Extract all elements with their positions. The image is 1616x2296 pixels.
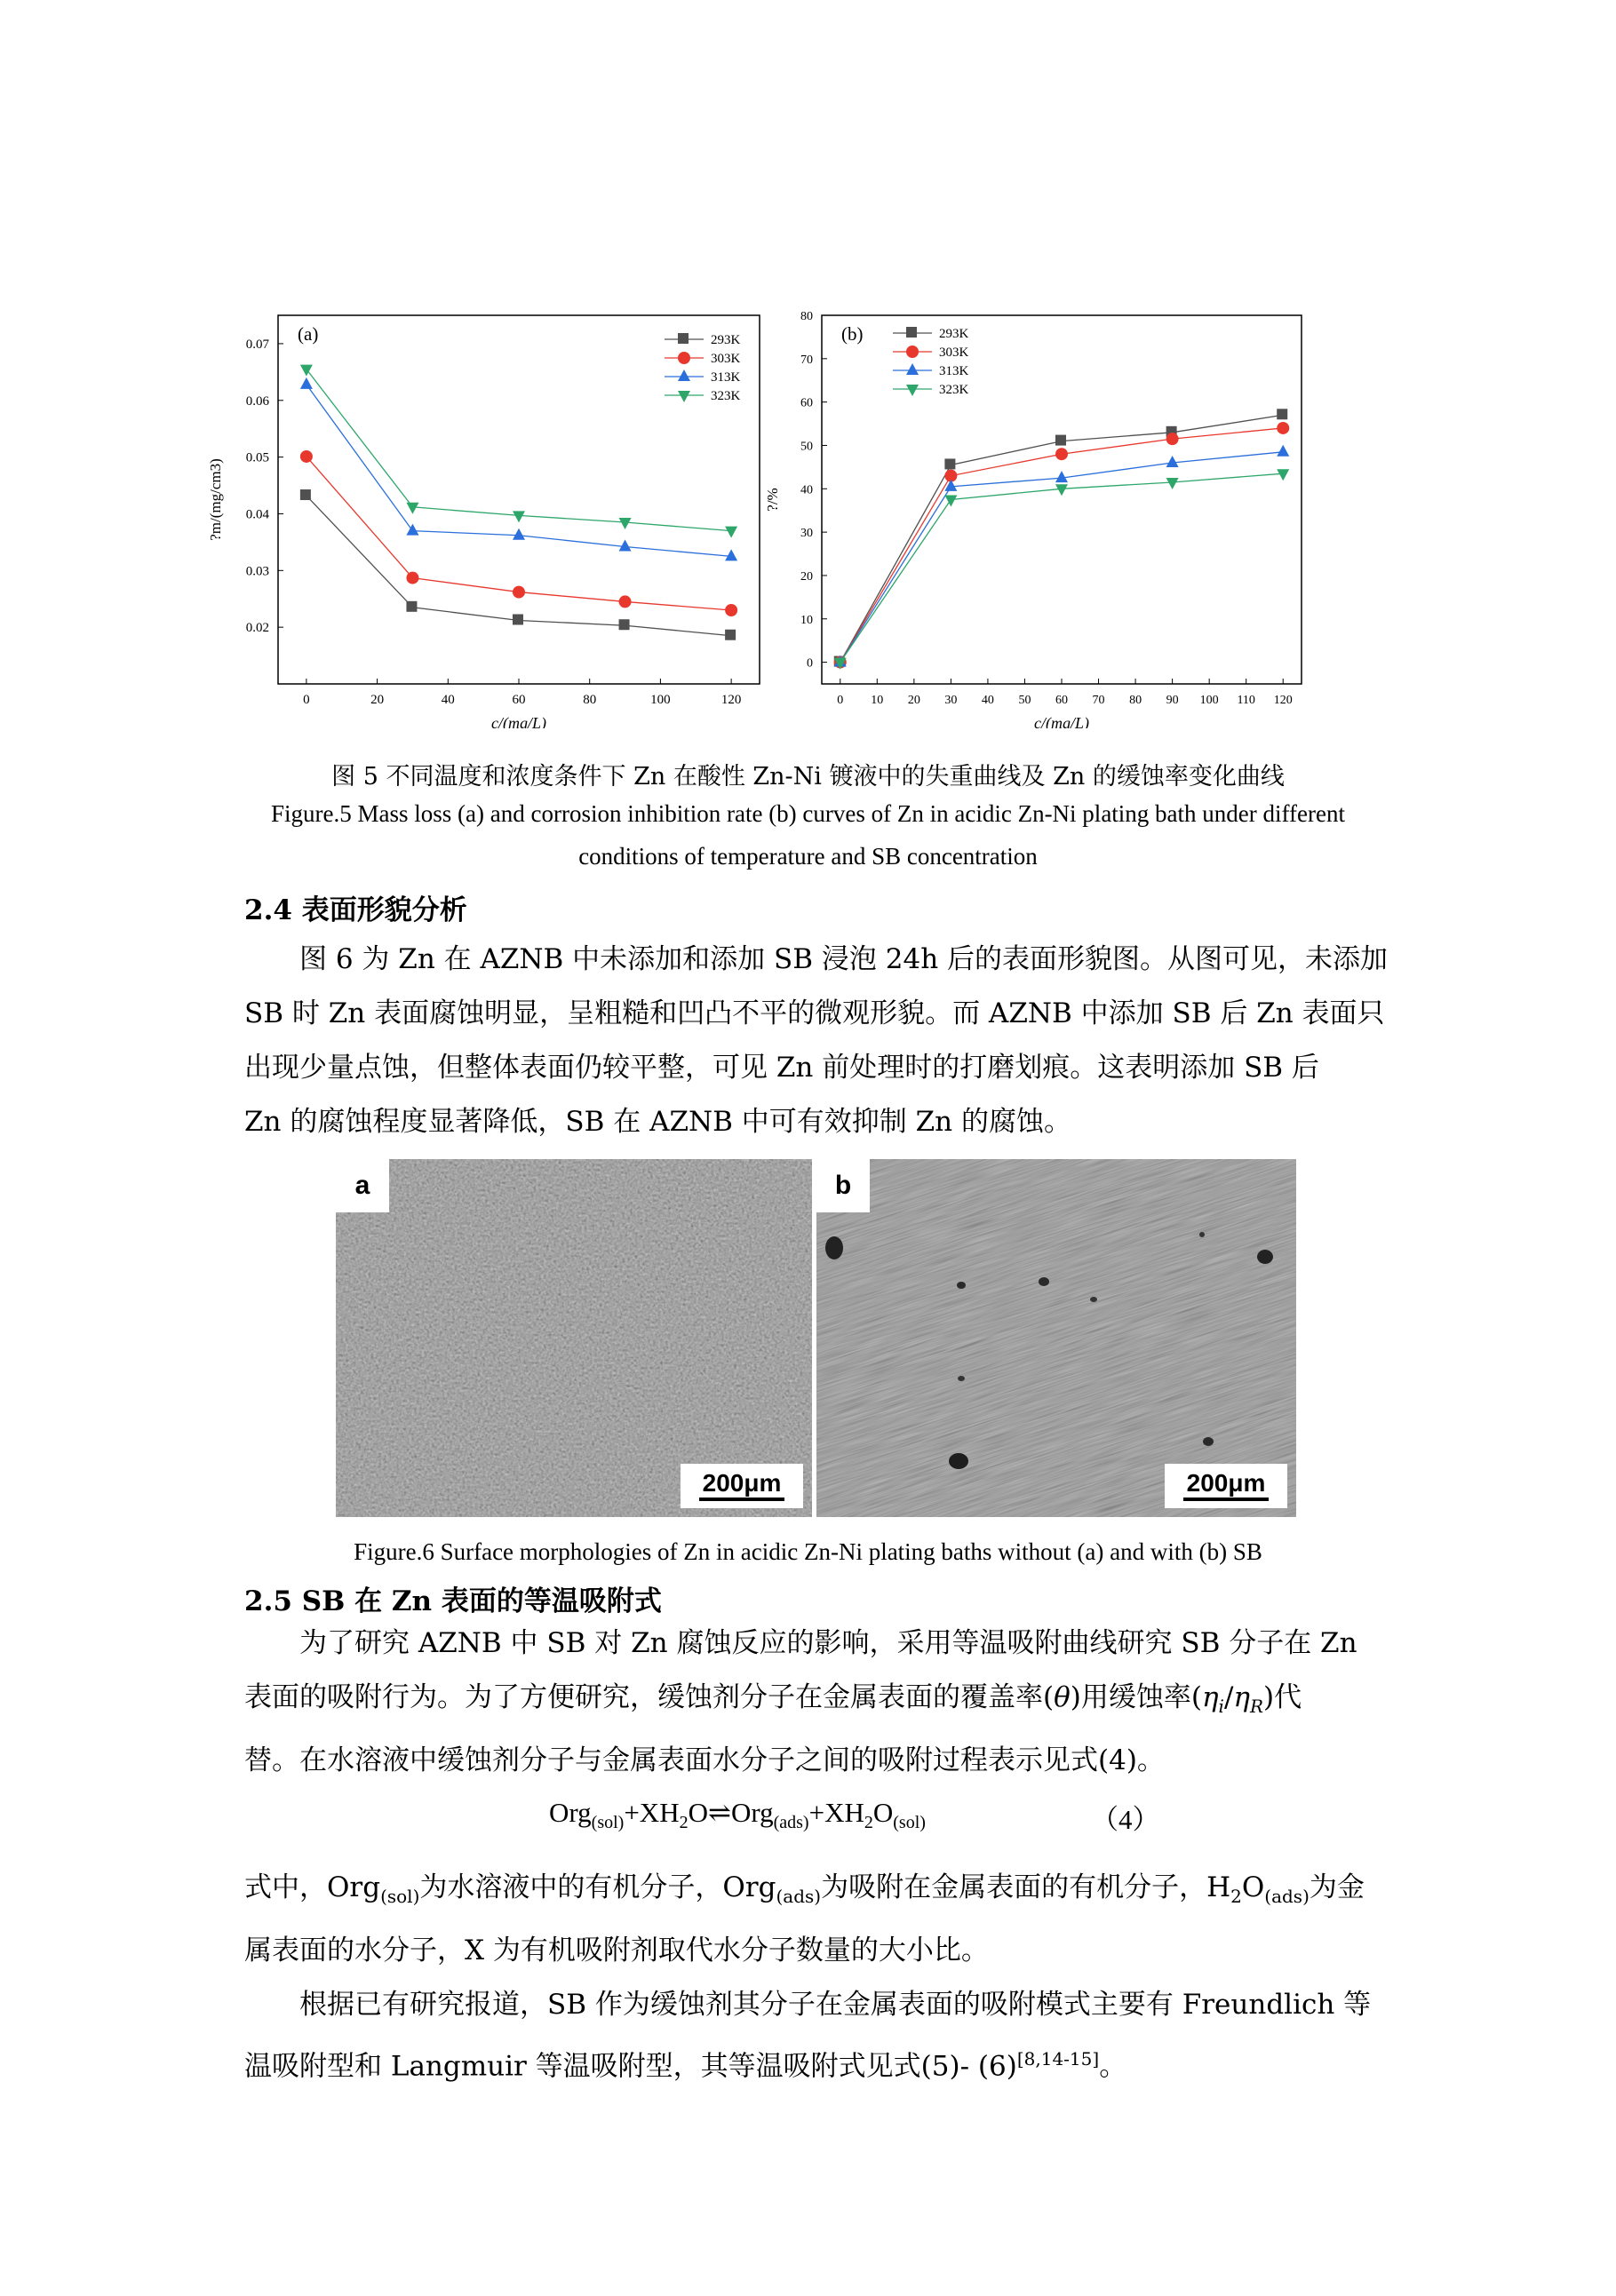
panel-label: (b)	[841, 323, 864, 345]
data-point	[944, 458, 955, 469]
section-2-4-paragraph	[244, 933, 1389, 1149]
x-tick-label: 90	[1166, 694, 1179, 707]
equation-4-number: （4）	[1091, 1804, 1160, 1835]
x-axis-label: c/(mg/L)	[1034, 714, 1089, 728]
data-point	[1277, 409, 1287, 419]
y-tick-label: 40	[800, 483, 813, 497]
legend-label: 293K	[711, 333, 741, 347]
data-point	[1055, 448, 1068, 460]
series-line	[306, 369, 731, 531]
data-point	[619, 619, 630, 630]
scale-bar-b	[1165, 1464, 1287, 1508]
data-point	[1277, 445, 1289, 457]
y-tick-label: 80	[800, 311, 813, 323]
data-point	[619, 539, 632, 551]
scale-text-b: 200μm	[1186, 1469, 1266, 1497]
paragraph-line: 属表面的水分子，X 为有机吸附剂取代水分子数量的大小比。	[244, 1935, 989, 1967]
sem-label-b: b	[816, 1159, 870, 1212]
data-point	[513, 614, 523, 624]
section-2-4-heading: 2.4 表面形貌分析	[244, 894, 467, 926]
series-line	[840, 428, 1283, 663]
data-point	[1166, 456, 1179, 467]
y-tick-label: 70	[800, 353, 813, 367]
data-point	[300, 489, 311, 500]
x-tick-label: 100	[650, 693, 671, 707]
series-line	[840, 452, 1283, 663]
figure5-panel-b	[760, 311, 1319, 728]
paragraph-line: 表面的吸附行为。为了方便研究，缓蚀剂分子在金属表面的覆盖率(θ)用缓蚀率$(\eta_i/\eta_R)$代	[244, 1681, 1302, 1718]
y-tick-label: 0.05	[245, 450, 269, 465]
sem-label-a: a	[336, 1159, 389, 1212]
data-point	[1055, 471, 1068, 482]
legend-label: 313K	[711, 370, 741, 385]
y-tick-label: 30	[800, 527, 813, 541]
y-tick-label: 10	[800, 613, 813, 627]
x-tick-label: 20	[370, 693, 385, 707]
data-point	[725, 549, 737, 560]
x-tick-label: 70	[1092, 694, 1105, 707]
data-point	[406, 601, 417, 612]
legend-marker	[678, 391, 690, 402]
data-point	[300, 377, 313, 389]
legend-label: 303K	[711, 352, 741, 366]
section-2-5-heading: 2.5 SB 在 Zn 表面的等温吸附式	[244, 1585, 662, 1617]
x-tick-label: 40	[441, 693, 455, 707]
section-2-5-paragraph-2	[244, 1861, 1373, 2094]
paragraph-line: SB 时 Zn 表面腐蚀明显，呈粗糙和凹凸不平的微观形貌。而 AZNB 中添加 SB 后 Zn 表面只	[244, 997, 1385, 1029]
inhibition-rate-chart	[760, 311, 1319, 728]
data-point	[725, 527, 737, 538]
legend-marker	[678, 333, 689, 344]
legend-marker	[906, 363, 919, 375]
paragraph-line: 替。在水溶液中缓蚀剂分子与金属表面水分子之间的吸附过程表示见式(4)。	[244, 1744, 1165, 1777]
paragraph-line: 为了研究 AZNB 中 SB 对 Zn 腐蚀反应的影响，采用等温吸附曲线研究 SB 分子在 Zn	[299, 1627, 1357, 1659]
legend-marker	[678, 352, 690, 364]
figure6-caption: Figure.6 Surface morphologies of Zn in acidic Zn-Ni plating baths without (a) and with (b) SB	[354, 1538, 1262, 1565]
x-tick-label: 110	[1237, 694, 1255, 707]
mass-loss-chart	[204, 311, 773, 728]
data-point	[725, 630, 736, 640]
y-tick-label: 0.07	[245, 337, 269, 352]
data-point	[513, 511, 525, 522]
legend-marker	[678, 369, 690, 381]
x-tick-label: 50	[1018, 694, 1031, 707]
data-point	[513, 528, 525, 540]
x-tick-label: 30	[944, 694, 958, 707]
y-tick-label: 0	[807, 656, 813, 671]
x-tick-label: 10	[871, 694, 884, 707]
sem-image-a	[336, 1159, 812, 1517]
data-point	[1277, 469, 1289, 481]
x-tick-label: 0	[303, 693, 310, 707]
legend-marker	[906, 327, 917, 338]
x-tick-label: 80	[1129, 694, 1142, 707]
legend-marker	[906, 346, 919, 358]
plot-frame	[278, 315, 760, 684]
data-point	[1277, 422, 1289, 434]
data-point	[1055, 484, 1068, 496]
figure5-panel-a	[204, 311, 773, 728]
x-tick-label: 0	[837, 694, 844, 707]
data-point	[1055, 435, 1066, 446]
y-tick-label: 0.04	[245, 507, 269, 522]
equation-4: $Org_{(sol)}+XH_2O\rightleftharpoons Org_{(ads)}+XH_2O_{(sol)}$	[549, 1797, 926, 1833]
data-point	[619, 595, 632, 608]
x-tick-label: 40	[981, 694, 994, 707]
figure5-caption-cn: 图 5 不同温度和浓度条件下 Zn 在酸性 Zn-Ni 镀液中的失重曲线及 Zn 的缓蚀率变化曲线	[331, 763, 1285, 790]
data-point	[1166, 478, 1179, 489]
paragraph-line: 图 6 为 Zn 在 AZNB 中未添加和添加 SB 浸泡 24h 后的表面形貌图。从图可见，未添加	[299, 943, 1389, 975]
scale-line-a	[699, 1498, 784, 1501]
y-tick-label: 0.06	[245, 393, 269, 409]
legend-marker	[906, 385, 919, 396]
x-tick-label: 120	[1273, 694, 1293, 707]
section-2-5-paragraph-1	[244, 1617, 1373, 1788]
x-tick-label: 20	[907, 694, 920, 707]
y-axis-label: ?/%	[764, 488, 781, 512]
x-axis-label: c/(mg/L)	[491, 714, 546, 728]
x-tick-label: 80	[583, 693, 597, 707]
x-tick-label: 120	[720, 693, 742, 707]
x-tick-label: 60	[1055, 694, 1068, 707]
y-tick-label: 0.02	[245, 621, 269, 636]
y-tick-label: 50	[800, 440, 813, 454]
data-point	[406, 503, 418, 514]
legend-label: 323K	[711, 389, 741, 403]
y-axis-label: ?m/(mg/cm3)	[207, 458, 224, 541]
scale-text-a: 200μm	[702, 1469, 782, 1497]
legend-label: 313K	[939, 364, 969, 378]
data-point	[944, 480, 957, 491]
legend-label: 293K	[939, 327, 969, 341]
legend-label: 323K	[939, 383, 969, 397]
data-point	[725, 604, 737, 616]
scale-bar-a	[681, 1464, 803, 1508]
paragraph-line: 出现少量点蚀，但整体表面仍较平整，可见 Zn 前处理时的打磨划痕。这表明添加 SB 后	[244, 1052, 1319, 1084]
sem-image-b	[816, 1159, 1296, 1517]
data-point	[619, 518, 632, 529]
paragraph-line: 温吸附型和 Langmuir 等温吸附型，其等温吸附式见式(5)- (6)[8,14-15]。	[244, 2048, 1127, 2083]
data-point	[406, 572, 418, 584]
x-tick-label: 60	[512, 693, 526, 707]
y-tick-label: 20	[800, 569, 813, 584]
paragraph-line: 式中，Org$_{(sol)}$为水溶液中的有机分子，Org$_{(ads)}$为吸附在金属表面的有机分子，$H_2O_{(ads)}$为金	[244, 1871, 1365, 1908]
scale-line-b	[1183, 1498, 1269, 1501]
figure5-caption-en-1: Figure.5 Mass loss (a) and corrosion inhibition rate (b) curves of Zn in acidic Zn-Ni plating bath under different	[271, 800, 1345, 827]
y-tick-label: 0.03	[245, 564, 269, 579]
data-point	[513, 586, 525, 599]
y-tick-label: 60	[800, 396, 813, 410]
x-tick-label: 100	[1199, 694, 1219, 707]
series-line	[840, 473, 1283, 662]
panel-label: (a)	[298, 323, 319, 345]
data-point	[300, 450, 313, 463]
legend-label: 303K	[939, 346, 969, 360]
paragraph-line: 根据已有研究报道，SB 作为缓蚀剂其分子在金属表面的吸附模式主要有 Freundlich 等	[299, 1989, 1372, 2022]
data-point	[1166, 433, 1179, 445]
paragraph-line: Zn 的腐蚀程度显著降低，SB 在 AZNB 中可有效抑制 Zn 的腐蚀。	[244, 1106, 1071, 1138]
figure5-caption-en-2: conditions of temperature and SB concentration	[578, 843, 1038, 870]
